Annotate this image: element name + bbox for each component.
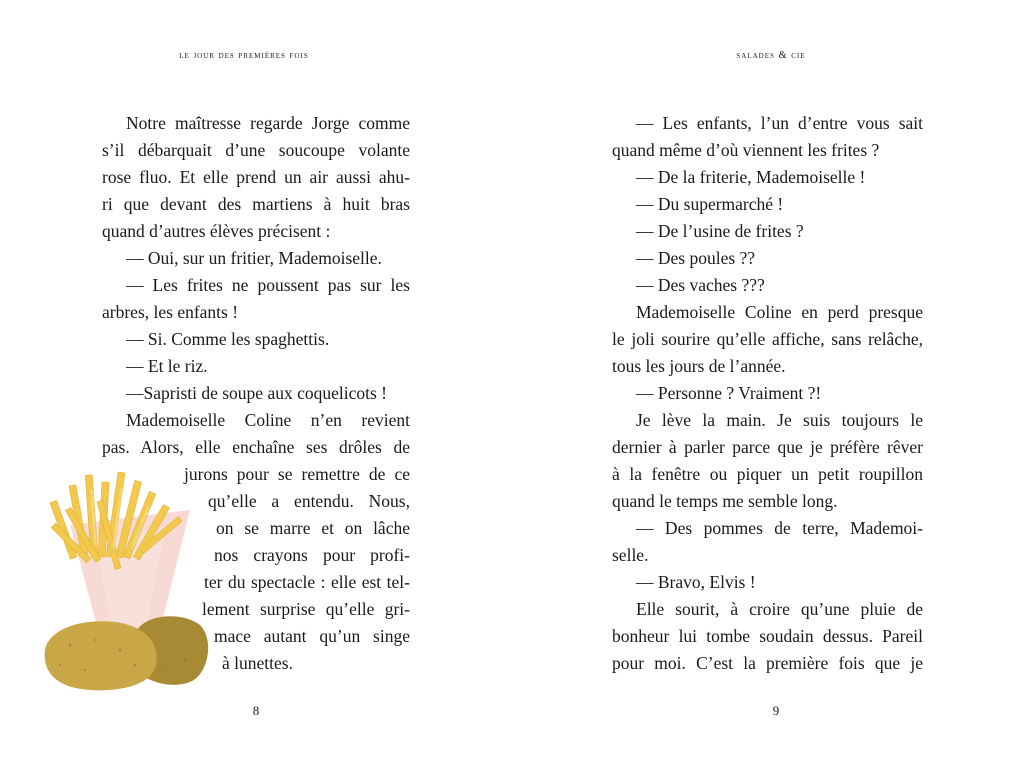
text-line: quand d’autres élèves précisent : <box>102 221 331 241</box>
text-line: rose fluo. Et elle prend un air aussi ahu- <box>102 167 410 187</box>
french-fries-and-potatoes-icon <box>40 470 220 700</box>
text-line: Notre maîtresse regarde Jorge comme <box>126 113 410 133</box>
text-line: — Et le riz. <box>126 356 208 376</box>
text-line: tous les jours de l’année. <box>612 356 786 376</box>
text-line: mace autant qu’un singe <box>214 626 410 646</box>
text-line: Mademoiselle Coline en perd presque <box>636 302 923 322</box>
page-number-left: 8 <box>252 703 260 718</box>
text-line: dernier à parler parce que je préfère rêver <box>612 437 923 457</box>
text-line: le joli sourire qu’elle affiche, sans relâche, <box>612 329 923 349</box>
text-line: ter du spectacle : elle est tel- <box>204 572 410 592</box>
text-line: Elle sourit, à croire qu’une pluie de <box>636 599 923 619</box>
text-line: on se marre et on lâche <box>216 518 410 538</box>
text-line: s’il débarquait d’une soucoupe volante <box>102 140 410 160</box>
text-line: bonheur lui tombe soudain dessus. Pareil <box>612 626 923 646</box>
text-line: nos crayons pour profi- <box>214 545 410 565</box>
text-line: — De la friterie, Mademoiselle ! <box>636 167 866 187</box>
text-line: pour moi. C’est la première fois que je <box>612 653 923 673</box>
text-line: — Les enfants, l’un d’entre vous sait <box>636 113 923 133</box>
right-page <box>512 0 1024 768</box>
text-line: qu’elle a entendu. Nous, <box>208 491 410 511</box>
text-line: à lunettes. <box>222 653 293 673</box>
text-line: arbres, les enfants ! <box>102 302 239 322</box>
text-line: — Oui, sur un fritier, Mademoiselle. <box>126 248 382 268</box>
text-line: Mademoiselle Coline n’en revient <box>126 410 410 430</box>
text-line: pas. Alors, elle enchaîne ses drôles de <box>102 437 410 457</box>
text-line: — De l’usine de frites ? <box>636 221 804 241</box>
right-page-text <box>612 110 923 677</box>
text-line: quand même d’où viennent les frites ? <box>612 140 880 160</box>
text-line: Je lève la main. Je suis toujours le <box>636 410 923 430</box>
text-line: — Bravo, Elvis ! <box>636 572 756 592</box>
text-line: selle. <box>612 545 649 565</box>
text-line: à la fenêtre ou piquer un petit roupillon <box>612 464 923 484</box>
text-line: — Des pommes de terre, Mademoi- <box>636 518 923 538</box>
page-number-right: 9 <box>772 703 780 718</box>
text-line: — Si. Comme les spaghettis. <box>126 329 330 349</box>
text-line: — Du supermarché ! <box>636 194 784 214</box>
text-line: lement surprise qu’elle gri- <box>202 599 410 619</box>
text-line: — Personne ? Vraiment ?! <box>636 383 822 403</box>
text-line: — Des poules ?? <box>636 248 756 268</box>
text-line: — Les frites ne poussent pas sur les <box>126 275 410 295</box>
running-head-right: salades & cie <box>736 50 806 61</box>
text-line: jurons pour se remettre de ce <box>184 464 410 484</box>
text-line: quand le temps me semble long. <box>612 491 838 511</box>
text-line: —Sapristi de soupe aux coquelicots ! <box>126 383 387 403</box>
text-line: — Des vaches ??? <box>636 275 765 295</box>
text-line: ri que devant des martiens à huit bras <box>102 194 410 214</box>
running-head-left: le jour des premières fois <box>179 50 309 61</box>
